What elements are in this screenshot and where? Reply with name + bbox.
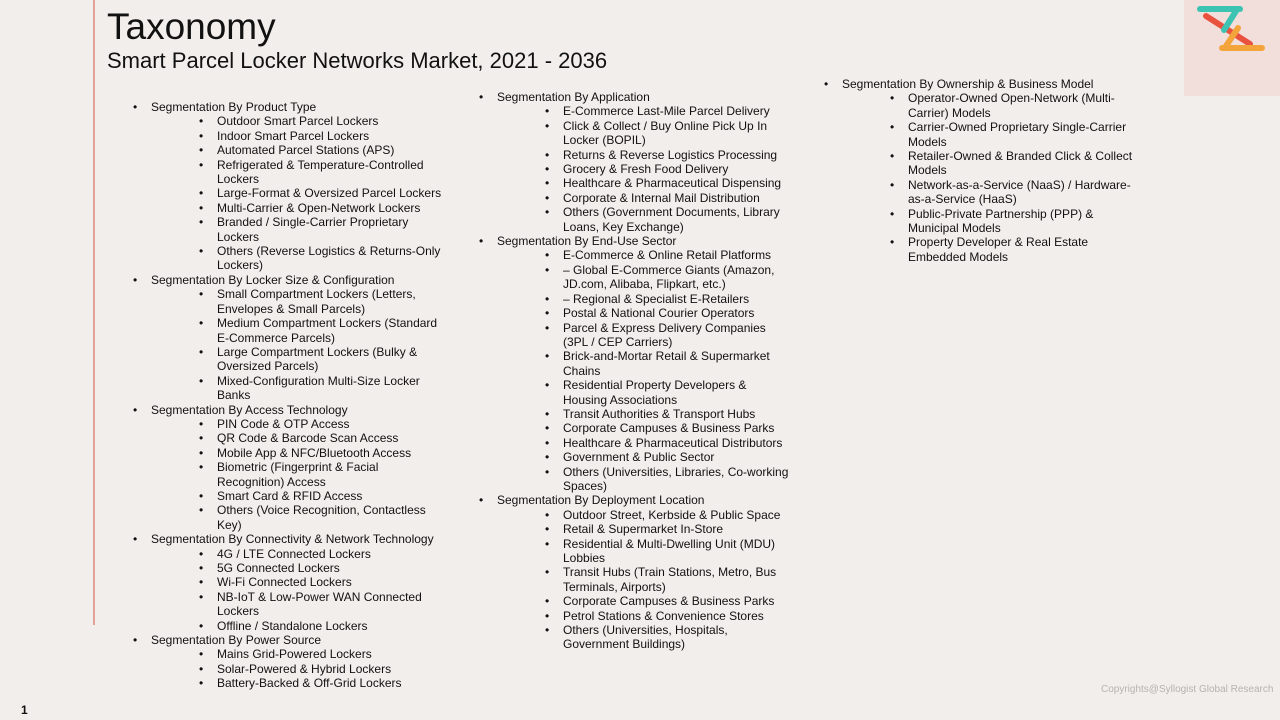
segment-item: • Parcel & Express Delivery Companies (3PL / CEP Carriers) xyxy=(497,321,789,350)
segment-item: • Others (Universities, Hospitals, Government Buildings) xyxy=(497,623,789,652)
taxonomy-column-2 xyxy=(479,90,789,652)
page-number: 1 xyxy=(21,703,28,717)
segment-label: Segmentation By End-Use Sector xyxy=(497,234,677,249)
segment-group xyxy=(824,77,1134,264)
segment-item: • Large-Format & Oversized Parcel Lockers xyxy=(151,186,443,200)
segment-item-list xyxy=(151,547,443,633)
segment-item: • Click & Collect / Buy Online Pick Up In Locker (BOPIL) xyxy=(497,119,789,148)
segment-item: • Transit Authorities & Transport Hubs xyxy=(497,407,789,421)
segment-item: • Corporate Campuses & Business Parks xyxy=(497,594,789,608)
segment-item-list xyxy=(842,91,1134,264)
segment-item: • Others (Voice Recognition, Contactless Key) xyxy=(151,503,443,532)
segment-label: Segmentation By Power Source xyxy=(151,633,322,648)
segment-item: • Mains Grid-Powered Lockers xyxy=(151,647,443,661)
segment-label: Segmentation By Deployment Location xyxy=(497,493,705,508)
segment-list xyxy=(479,90,789,652)
segment-item-list xyxy=(497,104,789,234)
segment-label: Segmentation By Ownership & Business Model xyxy=(842,77,1094,91)
segment-item: • Government & Public Sector xyxy=(497,450,789,464)
segment-item: • Outdoor Street, Kerbside & Public Space xyxy=(497,508,789,522)
segment-item: • Branded / Single-Carrier Proprietary Lockers xyxy=(151,215,443,244)
segment-item-list xyxy=(151,647,443,690)
segment-label: Segmentation By Application xyxy=(497,90,650,104)
segment-group xyxy=(133,273,443,403)
segment-item: • Large Compartment Lockers (Bulky & Oversized Parcels) xyxy=(151,345,443,374)
segment-item: • Retailer-Owned & Branded Click & Collect Models xyxy=(842,149,1134,178)
segment-item: • 5G Connected Lockers xyxy=(151,561,443,575)
segment-group xyxy=(479,493,789,651)
segment-item-list xyxy=(151,287,443,402)
segment-item: • Corporate Campuses & Business Parks xyxy=(497,421,789,435)
segment-item-list xyxy=(497,248,789,493)
segment-item: • Wi-Fi Connected Lockers xyxy=(151,575,443,589)
segment-item: • Brick-and-Mortar Retail & Supermarket Chains xyxy=(497,349,789,378)
segment-item: • Outdoor Smart Parcel Lockers xyxy=(151,114,443,128)
segment-item: • Property Developer & Real Estate Embedded Models xyxy=(842,235,1134,264)
segment-item: • E-Commerce Last-Mile Parcel Delivery xyxy=(497,104,789,118)
segment-item: • Mixed-Configuration Multi-Size Locker Banks xyxy=(151,374,443,403)
segment-group xyxy=(133,532,443,633)
segment-item: • Residential Property Developers & Housing Associations xyxy=(497,378,789,407)
segment-label: Segmentation By Connectivity & Network Technology xyxy=(151,532,434,547)
segment-item-list xyxy=(151,114,443,272)
segment-item: • Residential & Multi-Dwelling Unit (MDU) Lobbies xyxy=(497,537,789,566)
copyright-text: Copyrights@Syllogist Global Research xyxy=(1101,684,1274,695)
segment-group xyxy=(133,633,443,691)
segment-item: • Petrol Stations & Convenience Stores xyxy=(497,609,789,623)
segment-item: • Operator-Owned Open-Network (Multi-Carrier) Models xyxy=(842,91,1134,120)
segment-group xyxy=(479,234,789,493)
taxonomy-column-1 xyxy=(133,100,443,691)
segment-label: Segmentation By Product Type xyxy=(151,100,317,114)
segment-item: • Multi-Carrier & Open-Network Lockers xyxy=(151,201,443,215)
segment-item: • Grocery & Fresh Food Delivery xyxy=(497,162,789,176)
segment-group xyxy=(133,403,443,533)
page-subtitle: Smart Parcel Locker Networks Market, 2021 - 2036 xyxy=(107,48,608,73)
segment-item: • Network-as-a-Service (NaaS) / Hardware-as-a-Service (HaaS) xyxy=(842,178,1134,207)
segment-item: • Smart Card & RFID Access xyxy=(151,489,443,503)
segment-item: • Others (Government Documents, Library Loans, Key Exchange) xyxy=(497,205,789,234)
segment-item: • Healthcare & Pharmaceutical Distributors xyxy=(497,436,789,450)
segment-item: • Offline / Standalone Lockers xyxy=(151,619,443,633)
segment-item: • NB-IoT & Low-Power WAN Connected Lockers xyxy=(151,590,443,619)
segment-item: • Postal & National Courier Operators xyxy=(497,306,789,320)
segment-item: • – Global E-Commerce Giants (Amazon, JD.com, Alibaba, Flipkart, etc.) xyxy=(497,263,789,292)
segment-label: Segmentation By Locker Size & Configuration xyxy=(151,272,395,287)
segment-item: • Small Compartment Lockers (Letters, Envelopes & Small Parcels) xyxy=(151,287,443,316)
segment-item: • QR Code & Barcode Scan Access xyxy=(151,431,443,445)
segment-item: • Transit Hubs (Train Stations, Metro, Bus Terminals, Airports) xyxy=(497,565,789,594)
segment-item: • Solar-Powered & Hybrid Lockers xyxy=(151,662,443,676)
segment-item: • Others (Universities, Libraries, Co-working Spaces) xyxy=(497,465,789,494)
segment-item: • Medium Compartment Lockers (Standard E-Commerce Parcels) xyxy=(151,316,443,345)
taxonomy-column-3 xyxy=(824,77,1134,264)
segment-item: • Healthcare & Pharmaceutical Dispensing xyxy=(497,176,789,190)
segment-item: • PIN Code & OTP Access xyxy=(151,417,443,431)
segment-item: • Biometric (Fingerprint & Facial Recognition) Access xyxy=(151,460,443,489)
segment-item: • 4G / LTE Connected Lockers xyxy=(151,547,443,561)
segment-item: • Retail & Supermarket In-Store xyxy=(497,522,789,536)
segment-item: • Returns & Reverse Logistics Processing xyxy=(497,148,789,162)
segment-item: • Public-Private Partnership (PPP) & Municipal Models xyxy=(842,207,1134,236)
segment-item: • Corporate & Internal Mail Distribution xyxy=(497,191,789,205)
segment-item: • Refrigerated & Temperature-Controlled Lockers xyxy=(151,158,443,187)
segment-item: • Indoor Smart Parcel Lockers xyxy=(151,129,443,143)
segment-item: • Battery-Backed & Off-Grid Lockers xyxy=(151,676,443,690)
logo xyxy=(1184,0,1280,96)
page-title: Taxonomy xyxy=(107,6,276,47)
segment-item-list xyxy=(497,508,789,652)
segment-item: • Carrier-Owned Proprietary Single-Carrier Models xyxy=(842,120,1134,149)
segment-item: • E-Commerce & Online Retail Platforms xyxy=(497,248,789,262)
segment-list xyxy=(133,100,443,691)
accent-divider-line xyxy=(93,0,95,625)
segment-item: • Automated Parcel Stations (APS) xyxy=(151,143,443,157)
segment-label: Segmentation By Access Technology xyxy=(151,402,348,417)
segment-list xyxy=(824,77,1134,264)
syllogist-s-logo-icon xyxy=(1196,6,1266,52)
segment-item: • – Regional & Specialist E-Retailers xyxy=(497,292,789,306)
segment-group xyxy=(133,100,443,273)
segment-group xyxy=(479,90,789,234)
segment-item: • Mobile App & NFC/Bluetooth Access xyxy=(151,446,443,460)
segment-item: • Others (Reverse Logistics & Returns-Only Lockers) xyxy=(151,244,443,273)
segment-item-list xyxy=(151,417,443,532)
